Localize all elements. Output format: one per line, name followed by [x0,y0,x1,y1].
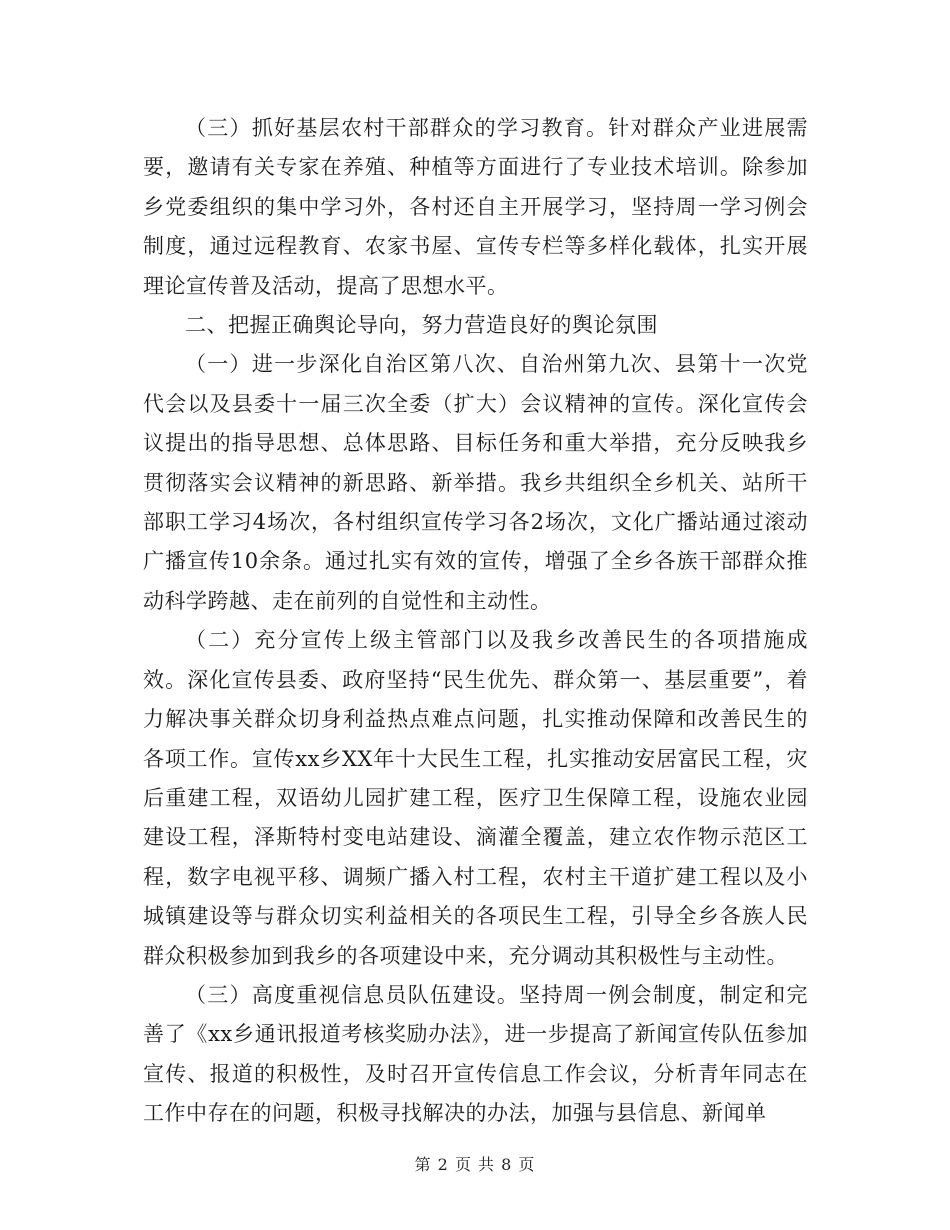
page-number-footer: 第 2 页 共 8 页 [414,1155,536,1174]
paragraph-informant-team: （三）高度重视信息员队伍建设。坚持周一例会制度，制定和完善了《xx乡通讯报道考核奖励办法》，进一步提高了新闻宣传队伍参加宣传、报道的积极性，及时召开宣传信息工作会议，分析青年同志在工作中存在的问题，积极寻找解决的办法，加强与县信息、新闻单 [143,982,808,1126]
section-heading-public-opinion: 二、把握正确舆论导向，努力营造良好的舆论氛围 [185,313,658,338]
paragraph-congress-spirit: （一）进一步深化自治区第八次、自治州第九次、县第十一次党代会以及县委十一届三次全委（扩大）会议精神的宣传。深化宣传会议提出的指导思想、总体思路、目标任务和重大举措，充分反映我乡贯彻落实会议精神的新思路、新举措。我乡共组织全乡机关、站所干部职工学习4场次，各村组织宣传学习各2场次，文化广播站通过滚动广播宣传10余条。通过扎实有效的宣传，增强了全乡各族干部群众推动科学跨越、走在前列的自觉性和主动性。 [143,352,808,613]
paragraph-livelihood-projects: （二）充分宣传上级主管部门以及我乡改善民生的各项措施成效。深化宣传县委、政府坚持“民生优先、群众第一、基层重要”，着力解决事关群众切身利益热点难点问题，扎实推动保障和改善民生的各项工作。宣传xx乡XX年十大民生工程，扎实推动安居富民工程，灾后重建工程，双语幼儿园扩建工程，医疗卫生保障工程，设施农业园建设工程，泽斯特村变电站建设、滴灌全覆盖，建立农作物示范区工程，数字电视平移、调频广播入村工程，农村主干道扩建工程以及小城镇建设等与群众切实利益相关的各项民生工程，引导全乡各族人民群众积极参加到我乡的各项建设中来，充分调动其积极性与主动性。 [143,628,808,968]
paragraph-study-education: （三）抓好基层农村干部群众的学习教育。针对群众产业进展需要，邀请有关专家在养殖、种植等方面进行了专业技术培训。除参加乡党委组织的集中学习外，各村还自主开展学习，坚持周一学习例会制度，通过远程教育、农家书屋、宣传专栏等多样化载体，扎实开展理论宣传普及活动，提高了思想水平。 [143,116,808,298]
document-body [143,109,808,1134]
